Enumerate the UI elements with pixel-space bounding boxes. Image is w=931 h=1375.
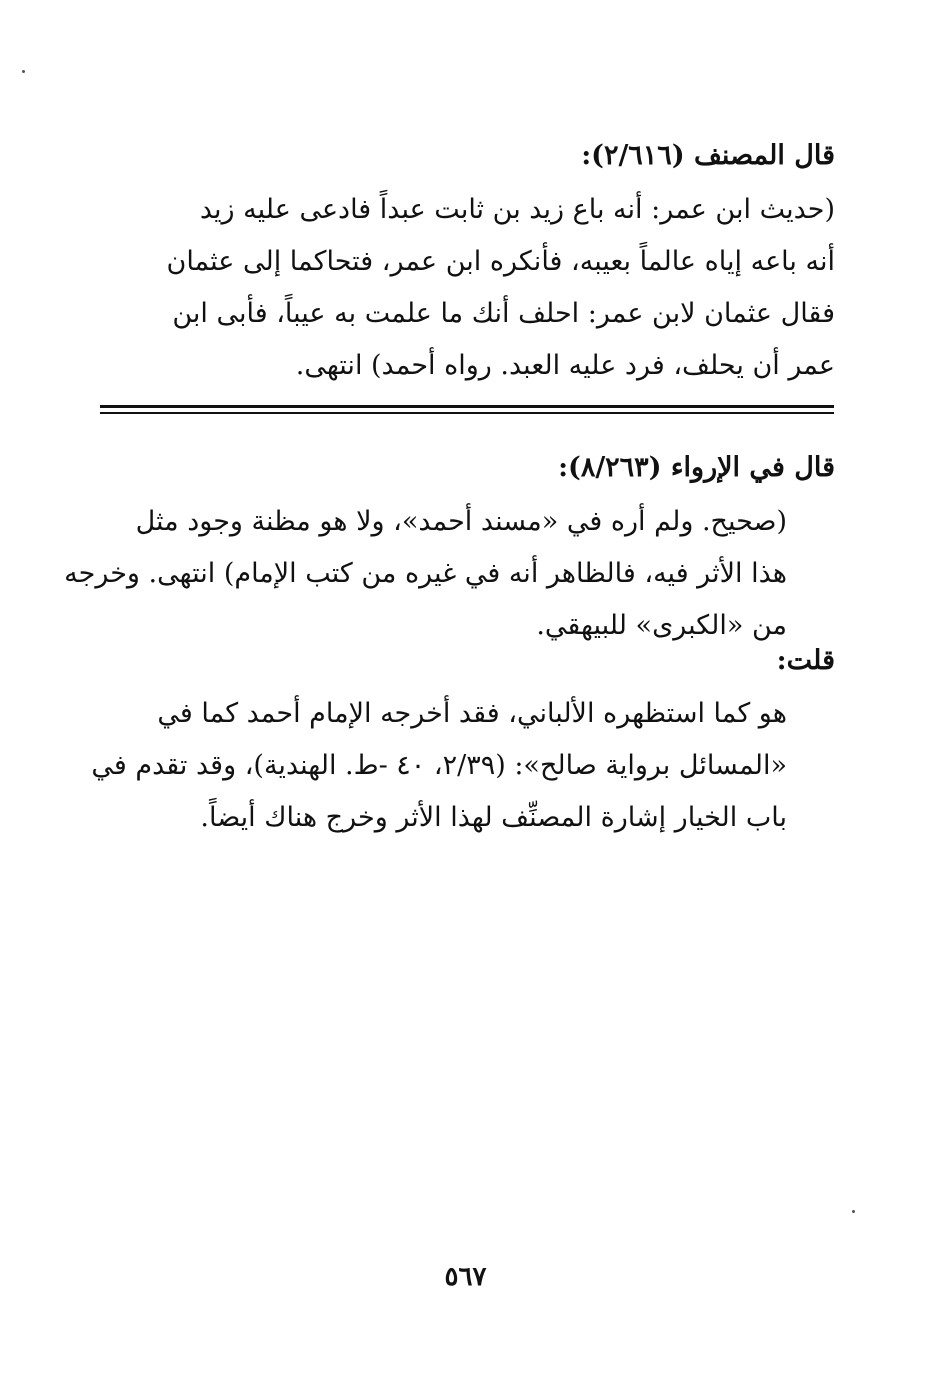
- section1-body: [166, 184, 835, 392]
- separator-rule-bottom: [100, 412, 834, 414]
- scan-speck: [852, 1210, 855, 1213]
- section1-heading: قال المصنف (٢/٦١٦):: [581, 140, 835, 171]
- section3-line: «المسائل برواية صالح»: (٢/٣٩، ٤٠ -ط. الهندية)، وقد تقدم في: [91, 750, 787, 781]
- section2-line: هذا الأثر فيه، فالظاهر أنه في غيره من كتب الإمام) انتهى. وخرجه: [64, 558, 787, 589]
- section2-line: (صحيح. ولم أره في «مسند أحمد»، ولا هو مظنة وجود مثل: [135, 506, 787, 537]
- section3-line: باب الخيار إشارة المصنِّف لهذا الأثر وخرج هناك أيضاً.: [200, 802, 787, 833]
- section2-line: من «الكبرى» للبيهقي.: [536, 610, 787, 641]
- scan-speck: [22, 70, 25, 73]
- section1-line: أنه باعه إياه عالماً بعيبه، فأنكره ابن عمر، فتحاكما إلى عثمان: [166, 246, 835, 277]
- section3-body: [91, 688, 787, 844]
- page-number: ٥٦٧: [444, 1262, 487, 1292]
- section3-line: هو كما استظهره الألباني، فقد أخرجه الإمام أحمد كما في: [157, 698, 787, 729]
- section1-line: عمر أن يحلف، فرد عليه العبد. رواه أحمد) انتهى.: [295, 350, 835, 381]
- section2-body: [64, 496, 787, 652]
- section1-line: (حديث ابن عمر: أنه باع زيد بن ثابت عبداً فادعى عليه زيد: [199, 194, 835, 225]
- section1-line: فقال عثمان لابن عمر: احلف أنك ما علمت به عيباً، فأبى ابن: [172, 298, 835, 329]
- section3-heading: قلت:: [776, 645, 835, 676]
- separator-rule-top: [100, 405, 834, 408]
- section2-heading: قال في الإرواء (٨/٢٦٣):: [558, 452, 835, 483]
